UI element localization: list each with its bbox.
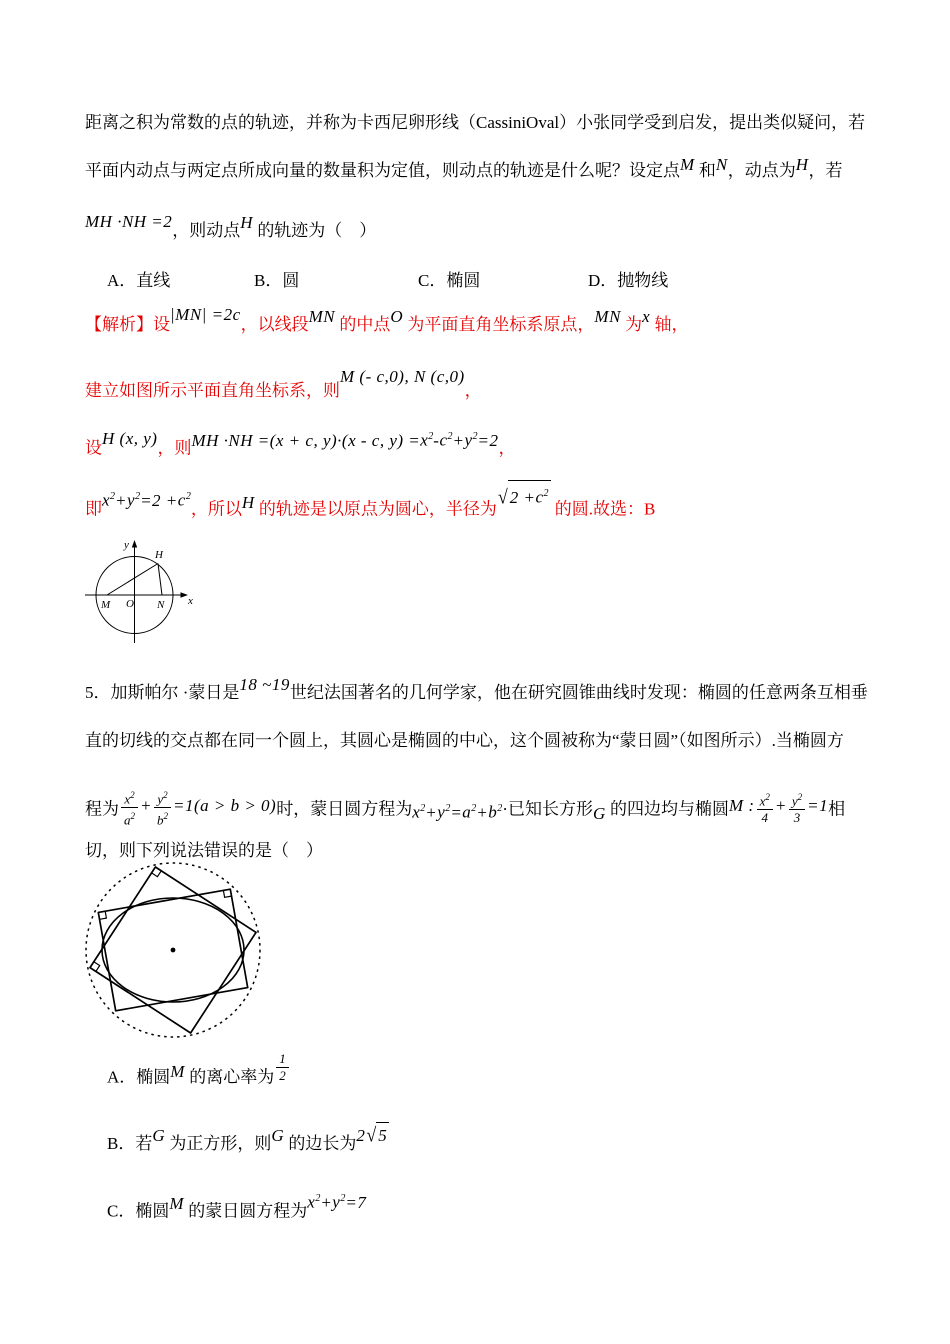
math-token: G xyxy=(592,803,606,823)
math-token: $y^2$ xyxy=(791,792,803,809)
q4-solution-diagram xyxy=(82,536,197,648)
math-token: M xyxy=(170,1062,185,1082)
math-token: $b^2$ xyxy=(488,802,503,822)
math-token: 18 ~19 xyxy=(239,675,290,694)
math-token: M xyxy=(169,1193,185,1213)
math-token: H xyxy=(795,155,809,174)
text-token: 为正方形，则 xyxy=(165,1134,272,1153)
math-token: $c^2$ xyxy=(535,487,549,507)
text-token: 设 xyxy=(85,438,102,458)
text-token: ， xyxy=(498,438,516,458)
sqrt-token: √ 5 xyxy=(366,1122,389,1149)
math-token: =2 xyxy=(477,430,499,450)
q5-para-line-1 xyxy=(85,675,885,706)
q5-monge-circle-diagram xyxy=(78,858,278,1048)
text-token: B．若 xyxy=(107,1134,153,1153)
math-token: $y^2$ xyxy=(127,490,141,510)
math-token: 1 xyxy=(279,1051,286,1066)
text-token: 5．加斯帕尔 ·蒙日是 xyxy=(85,683,240,702)
math-token: 2 xyxy=(356,1126,366,1145)
text-token: 的轨迹是以原点为圆心，半径为 xyxy=(254,499,497,519)
math-token: G xyxy=(271,1126,285,1145)
q5-option-c xyxy=(85,1192,907,1225)
text-token: 平面内动点与两定点所成向量的数量积为定值，则动点的轨迹是什么呢？设定点 xyxy=(85,161,680,180)
text-token: C．椭圆 xyxy=(107,1201,170,1221)
math-token: x xyxy=(642,307,651,326)
math-token: H xyxy=(240,213,254,232)
text-token: ，以线段 xyxy=(240,315,309,334)
text-token: 时，蒙日圆方程为 xyxy=(276,799,413,819)
math-token: - xyxy=(433,430,440,450)
q4-solution-line-2 xyxy=(85,367,885,404)
text-token: ·已知长方形 xyxy=(502,799,593,819)
text-token: 的轨迹为（ ） xyxy=(253,221,377,240)
math-token: = xyxy=(450,802,463,822)
math-token: $x^2$ xyxy=(420,430,434,450)
math-token: $x^2$ xyxy=(102,490,116,510)
math-token: G xyxy=(152,1126,166,1145)
math-token: $b^2$ xyxy=(156,811,168,828)
axis-label-y: y xyxy=(124,539,129,551)
math-token: $y^2$ xyxy=(157,790,168,807)
point-label-m: M xyxy=(101,599,111,611)
q5-option-a xyxy=(85,1051,907,1095)
math-token: =1 xyxy=(807,795,829,815)
text-token: 的蒙日圆方程为 xyxy=(184,1201,308,1221)
fraction-token xyxy=(154,787,171,829)
math-token: + xyxy=(425,802,438,822)
text-token: ，若 xyxy=(808,161,843,180)
text-token: 的边长为 xyxy=(284,1134,357,1153)
math-token: M xyxy=(680,155,695,174)
math-token: N xyxy=(715,155,728,174)
text-token: 【解析】设 xyxy=(85,315,170,334)
text-token: 为 xyxy=(620,315,643,334)
math-token: $c^2$ xyxy=(177,490,191,510)
math-token: =1(a > b > 0) xyxy=(172,795,277,815)
q4-solution-line-1 xyxy=(85,305,885,338)
text-token: 的离心率为 xyxy=(184,1067,275,1087)
text-token: 的四边均与椭圆 xyxy=(605,799,729,819)
math-token: $y^2$ xyxy=(464,430,478,450)
math-token: + xyxy=(140,795,152,815)
text-token: 相 xyxy=(828,799,846,819)
text-token: C．椭圆 xyxy=(418,271,481,290)
text-token: 直的切线的交点都在同一个圆上，其圆心是椭圆的中心，这个圆被称为“蒙日圆”（如图所示）.当椭圆方 xyxy=(85,731,844,750)
text-token: D．抛物线 xyxy=(588,271,669,290)
math-token: $c^2$ xyxy=(439,430,453,450)
math-token: 2 + xyxy=(509,487,536,507)
math-token: H (x, y) xyxy=(102,428,158,448)
text-token: 和 xyxy=(694,161,716,180)
x-axis-arrow-icon xyxy=(181,592,189,597)
text-token: A．椭圆 xyxy=(107,1067,171,1087)
text-token: 切，则下列说法错误的是（ ） xyxy=(85,841,323,860)
q5-para-line-2 xyxy=(85,728,885,754)
q4-solution-line-4 xyxy=(85,485,885,523)
fraction-token xyxy=(121,787,138,829)
math-token: $y^2$ xyxy=(332,1192,346,1212)
math-token: + xyxy=(320,1192,333,1212)
text-token: A．直线 xyxy=(107,271,171,290)
point-label-o: O xyxy=(126,598,134,610)
q4-para-line-1 xyxy=(85,110,885,136)
q4-para-line-3 xyxy=(85,212,885,244)
math-token: H xyxy=(241,492,255,512)
text-token: ，动点为 xyxy=(727,161,796,180)
point-label-n: N xyxy=(157,599,165,611)
fraction-token xyxy=(789,789,805,826)
math-token: =7 xyxy=(345,1192,367,1212)
math-token: 2 xyxy=(279,1068,286,1083)
math-token: MN xyxy=(308,307,336,326)
q5-para-line-3 xyxy=(85,790,885,832)
circle-locus-figure xyxy=(82,536,197,648)
math-token: MH ·NH =(x + c, y)·(x - c, y) = xyxy=(191,430,421,450)
math-token: $x^2$ xyxy=(759,792,770,809)
math-token: $x^2$ xyxy=(412,802,426,822)
math-token: 5 xyxy=(378,1126,388,1145)
text-token: B．圆 xyxy=(254,271,300,290)
math-token: + xyxy=(774,795,787,815)
math-token: M (- c,0), N (c,0) xyxy=(340,367,465,386)
fraction-token xyxy=(276,1051,289,1084)
math-token: |MN| =2c xyxy=(170,305,241,324)
math-token: O xyxy=(390,307,404,326)
math-token: $y^2$ xyxy=(437,802,451,822)
math-token: 3 xyxy=(793,810,801,826)
math-token: $a^2$ xyxy=(124,811,135,828)
text-token: ，则动点 xyxy=(172,221,241,240)
text-token: ， xyxy=(464,381,482,400)
math-token: 4 xyxy=(761,810,768,826)
axis-label-x: x xyxy=(188,595,193,607)
text-token: 轴， xyxy=(650,315,689,334)
text-token: 距离之积为常数的点的轨迹，并称为卡西尼卵形线（CassiniOval）小张同学受到启发，提出类似疑问，若 xyxy=(85,113,866,132)
math-token: $a^2$ xyxy=(462,802,477,822)
fraction-token xyxy=(757,789,773,826)
math-token: =2 + xyxy=(140,490,178,510)
math-token: + xyxy=(452,430,465,450)
point-label-h: H xyxy=(155,549,163,561)
math-token: MH ·NH =2 xyxy=(85,212,173,231)
math-token: + xyxy=(476,802,489,822)
math-token: $x^2$ xyxy=(307,1192,321,1212)
q4-para-line-2 xyxy=(85,155,885,184)
text-token: 的圆.故选：B xyxy=(550,499,656,519)
center-point xyxy=(171,948,176,953)
text-token: ，所以 xyxy=(190,499,242,519)
text-token: 程为 xyxy=(85,799,119,819)
math-token: MN xyxy=(594,307,621,326)
y-axis-arrow-icon xyxy=(132,540,137,548)
q5-option-b xyxy=(85,1124,907,1157)
text-token: ，则 xyxy=(157,438,192,458)
text-token: 世纪法国著名的几何学家，他在研究圆锥曲线时发现：椭圆的任意两条互相垂 xyxy=(289,683,868,702)
sqrt-token: √ $2 +c^2$ xyxy=(498,480,551,511)
q4-solution-line-3 xyxy=(85,428,885,462)
math-token: M : xyxy=(728,795,755,815)
text-token: 为平面直角坐标系原点， xyxy=(403,315,595,334)
math-token: $x^2$ xyxy=(124,790,135,807)
text-token: 的中点 xyxy=(335,315,391,334)
text-token: 即 xyxy=(85,499,102,519)
text-token: 建立如图所示平面直角坐标系，则 xyxy=(85,381,340,400)
math-token: + xyxy=(115,490,128,510)
monge-circle-figure xyxy=(78,858,278,1048)
